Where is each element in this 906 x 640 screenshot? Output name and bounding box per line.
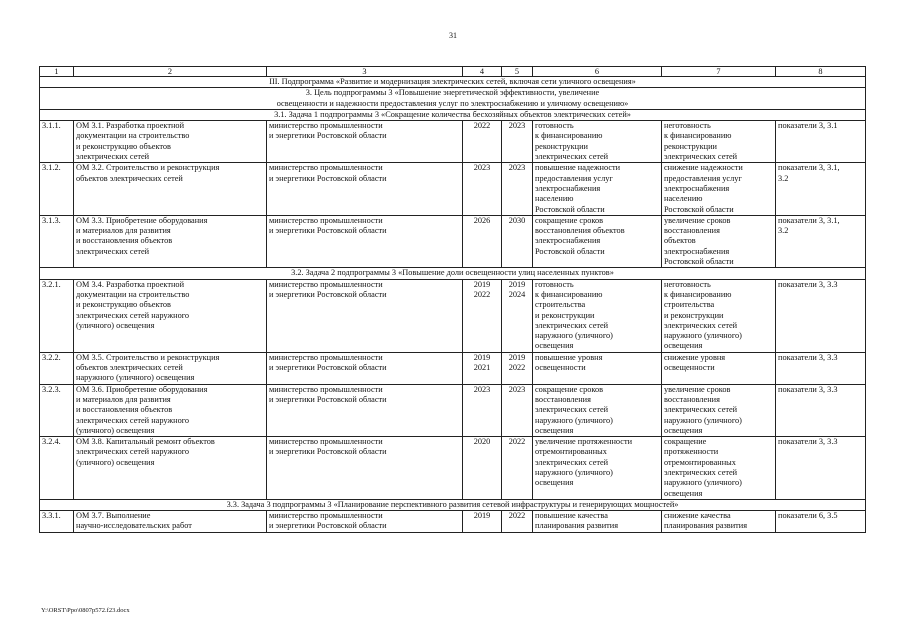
start-year: 2019 2022	[463, 279, 502, 352]
executor: министерство промышленности и энергетики Ростовской области	[267, 279, 463, 352]
column-number-row	[40, 67, 866, 77]
expected-result: увеличение протяженности отремонтированных электрических сетей наружного (уличного) освещения	[533, 437, 662, 500]
column-number: 2	[74, 67, 267, 77]
column-number: 1	[40, 67, 74, 77]
non-implementation-consequence: увеличение сроков восстановления электрических сетей наружного (уличного) освещения	[662, 384, 776, 436]
executor: министерство промышленности и энергетики Ростовской области	[267, 437, 463, 500]
executor: министерство промышленности и энергетики Ростовской области	[267, 352, 463, 384]
section-row-task-3	[40, 499, 866, 510]
section-heading: 3.3. Задача 3 подпрограммы 3 «Планирование перспективного развития сетевой инфраструктуры и генерирующих мощностей»	[40, 499, 866, 510]
related-indicators: показатели 3, 3.1	[776, 121, 866, 163]
section-row-subprogram	[40, 77, 866, 88]
measure-name: ОМ 3.2. Строительство и реконструкция объектов электрических сетей	[74, 163, 267, 215]
row-number: 3.1.1.	[40, 121, 74, 163]
section-heading: 3.2. Задача 2 подпрограммы 3 «Повышение доли освещенности улиц населенных пунктов»	[40, 268, 866, 279]
table-row	[40, 279, 866, 352]
row-number: 3.2.3.	[40, 384, 74, 436]
non-implementation-consequence: увеличение сроков восстановления объектов электроснабжения Ростовской области	[662, 215, 776, 267]
start-year: 2019	[463, 511, 502, 533]
measure-name: ОМ 3.8. Капитальный ремонт объектов электрических сетей наружного (уличного) освещения	[74, 437, 267, 500]
column-number: 7	[662, 67, 776, 77]
start-year: 2023	[463, 384, 502, 436]
end-year: 2023	[502, 121, 533, 163]
related-indicators: показатели 6, 3.5	[776, 511, 866, 533]
end-year: 2030	[502, 215, 533, 267]
start-year: 2020	[463, 437, 502, 500]
non-implementation-consequence: неготовность к финансированию строительства и реконструкции электрических сетей наружного (уличного) освещения	[662, 279, 776, 352]
measure-name: ОМ 3.5. Строительство и реконструкция объектов электрических сетей наружного (уличного) освещения	[74, 352, 267, 384]
start-year: 2026	[463, 215, 502, 267]
executor: министерство промышленности и энергетики Ростовской области	[267, 163, 463, 215]
row-number: 3.2.4.	[40, 437, 74, 500]
related-indicators: показатели 3, 3.3	[776, 352, 866, 384]
expected-result: повышение качества планирования развития	[533, 511, 662, 533]
non-implementation-consequence: снижение надежности предоставления услуг электроснабжения населению Ростовской области	[662, 163, 776, 215]
row-number: 3.2.2.	[40, 352, 74, 384]
footer-file-path: Y:\ORST\Ppo\0807p572.f23.docx	[41, 607, 130, 614]
section-row-task-2	[40, 268, 866, 279]
table-row	[40, 511, 866, 533]
executor: министерство промышленности и энергетики Ростовской области	[267, 215, 463, 267]
related-indicators: показатели 3, 3.1, 3.2	[776, 215, 866, 267]
expected-result: сокращение сроков восстановления электрических сетей наружного (уличного) освещения	[533, 384, 662, 436]
table-row	[40, 352, 866, 384]
start-year: 2023	[463, 163, 502, 215]
related-indicators: показатели 3, 3.3	[776, 384, 866, 436]
column-number: 4	[463, 67, 502, 77]
end-year: 2022	[502, 437, 533, 500]
section-heading: III. Подпрограмма «Развитие и модернизация электрических сетей, включая сети уличного освещения»	[40, 77, 866, 88]
expected-result: готовность к финансированию реконструкции электрических сетей	[533, 121, 662, 163]
end-year: 2019 2024	[502, 279, 533, 352]
end-year: 2022	[502, 511, 533, 533]
expected-result: повышение уровня освещенности	[533, 352, 662, 384]
measure-name: ОМ 3.1. Разработка проектной документации на строительство и реконструкцию объектов электрических сетей	[74, 121, 267, 163]
start-year: 2019 2021	[463, 352, 502, 384]
row-number: 3.1.2.	[40, 163, 74, 215]
measure-name: ОМ 3.6. Приобретение оборудования и материалов для развития и восстановления объектов электрических сетей наружного (уличного) освещения	[74, 384, 267, 436]
column-number: 6	[533, 67, 662, 77]
table-row	[40, 437, 866, 500]
related-indicators: показатели 3, 3.1, 3.2	[776, 163, 866, 215]
executor: министерство промышленности и энергетики Ростовской области	[267, 121, 463, 163]
end-year: 2023	[502, 163, 533, 215]
non-implementation-consequence: снижение уровня освещенности	[662, 352, 776, 384]
row-number: 3.3.1.	[40, 511, 74, 533]
section-row-goal	[40, 88, 866, 110]
executor: министерство промышленности и энергетики Ростовской области	[267, 384, 463, 436]
start-year: 2022	[463, 121, 502, 163]
related-indicators: показатели 3, 3.3	[776, 437, 866, 500]
column-number: 8	[776, 67, 866, 77]
measure-name: ОМ 3.7. Выполнение научно-исследовательских работ	[74, 511, 267, 533]
non-implementation-consequence: неготовность к финансированию реконструкции электрических сетей	[662, 121, 776, 163]
expected-result: повышение надежности предоставления услуг электроснабжения населению Ростовской области	[533, 163, 662, 215]
table-row	[40, 163, 866, 215]
non-implementation-consequence: снижение качества планирования развития	[662, 511, 776, 533]
end-year: 2019 2022	[502, 352, 533, 384]
measure-name: ОМ 3.4. Разработка проектной документации на строительство и реконструкцию объектов электрических сетей наружного (уличного) освещения	[74, 279, 267, 352]
row-number: 3.1.3.	[40, 215, 74, 267]
measure-name: ОМ 3.3. Приобретение оборудования и материалов для развития и восстановления объектов электрических сетей	[74, 215, 267, 267]
section-row-task-1	[40, 109, 866, 120]
table-row	[40, 121, 866, 163]
expected-result: сокращение сроков восстановления объектов электроснабжения Ростовской области	[533, 215, 662, 267]
executor: министерство промышленности и энергетики Ростовской области	[267, 511, 463, 533]
expected-result: готовность к финансированию строительства и реконструкции электрических сетей наружного (уличного) освещения	[533, 279, 662, 352]
page-number: 31	[449, 31, 457, 40]
end-year: 2023	[502, 384, 533, 436]
column-number: 3	[267, 67, 463, 77]
column-number: 5	[502, 67, 533, 77]
related-indicators: показатели 3, 3.3	[776, 279, 866, 352]
section-heading: 3.1. Задача 1 подпрограммы 3 «Сокращение количества бесхозяйных объектов электрических сетей»	[40, 109, 866, 120]
row-number: 3.2.1.	[40, 279, 74, 352]
program-table	[39, 66, 866, 533]
table-row	[40, 215, 866, 267]
section-heading: 3. Цель подпрограммы 3 «Повышение энергетической эффективности, увеличение освещенности и надежности предоставления услуг по электроснабжению и уличному освещению»	[40, 88, 866, 110]
table-row	[40, 384, 866, 436]
non-implementation-consequence: сокращение протяженности отремонтированных электрических сетей наружного (уличного) освещения	[662, 437, 776, 500]
